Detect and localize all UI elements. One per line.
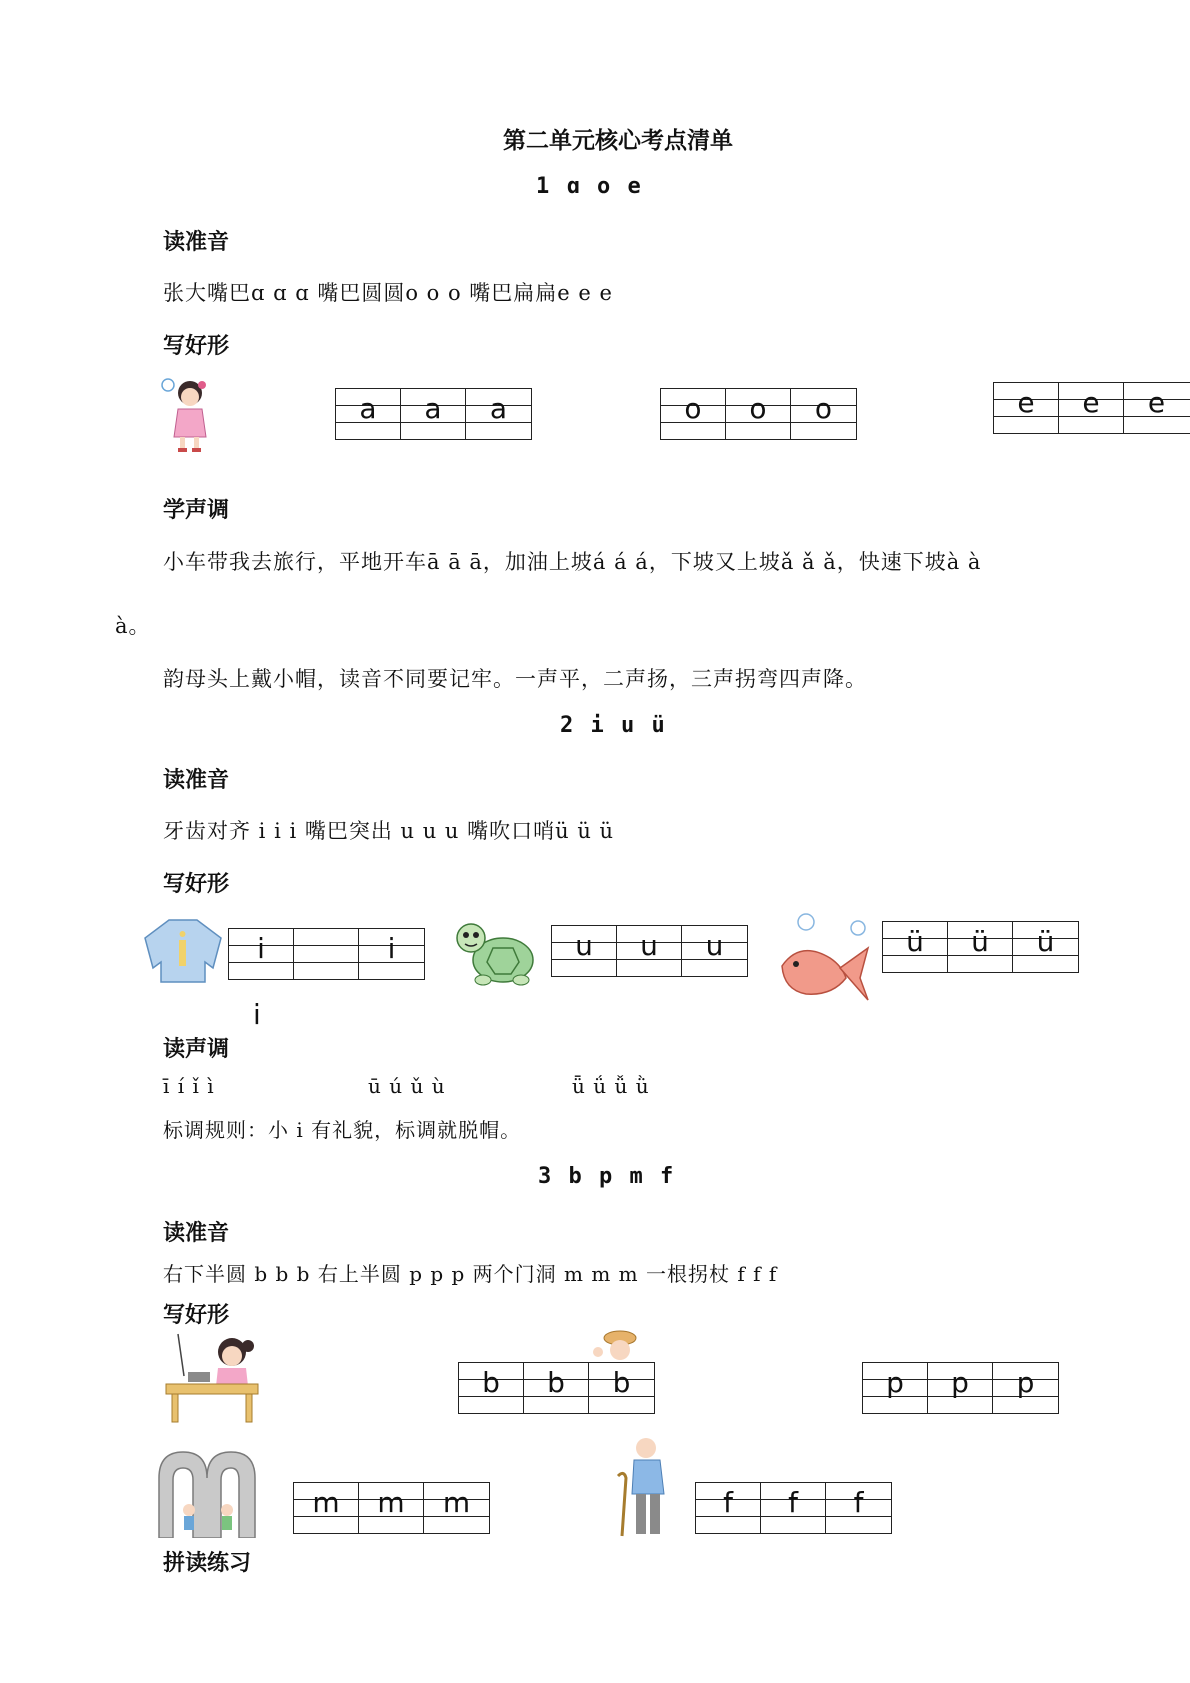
writing-grid-u <box>551 925 748 977</box>
writing-grid-a <box>335 388 532 440</box>
lesson-1-tone-title: 学声调 <box>163 497 230 523</box>
tone-group-i: ī í ǐ ì <box>163 1074 215 1098</box>
grid-letter: o <box>814 392 833 426</box>
writing-grid-f <box>695 1482 892 1534</box>
lesson-2-write-title: 写好形 <box>163 871 230 897</box>
lesson-2-tone-title: 读声调 <box>163 1036 230 1062</box>
grid-letter: ü <box>971 925 989 959</box>
grid-letter: a <box>359 392 377 426</box>
lesson-1-tone-line-2: à。 <box>115 614 151 638</box>
page-title: 第二单元核心考点清单 <box>503 127 733 154</box>
tone-group-u-umlaut: ǖ ǘ ǚ ǜ <box>572 1074 650 1098</box>
writing-grid-p <box>862 1362 1059 1414</box>
sweater-illustration <box>143 918 223 984</box>
grid-letter: o <box>749 392 767 426</box>
lesson-3-heading: 3 b p m f <box>538 1164 676 1189</box>
girl-illustration <box>158 375 218 455</box>
girl-at-desk-illustration <box>160 1332 264 1424</box>
grid-letter: i <box>257 932 265 966</box>
grid-letter: f <box>723 1486 733 1520</box>
lesson-1-tone-line-1: 小车带我去旅行，平地开车ā ā ā，加油上坡á á á，下坡又上坡ǎ ǎ ǎ，快速下坡à à <box>163 550 982 574</box>
grid-letter: m <box>312 1486 340 1520</box>
grid-letter: e <box>1082 386 1100 420</box>
lesson-2-read-title: 读准音 <box>163 767 230 793</box>
stray-letter-i: i <box>253 998 261 1031</box>
grid-letter: m <box>442 1486 471 1520</box>
lesson-1-read-title: 读准音 <box>163 229 230 255</box>
writing-grid-i <box>228 928 425 980</box>
grid-letter: u <box>575 929 593 963</box>
writing-grid-o <box>660 388 857 440</box>
grid-letter: u <box>705 929 724 963</box>
grid-letter: b <box>612 1366 631 1400</box>
boy-peeking-illustration <box>590 1328 640 1364</box>
grid-letter: o <box>684 392 702 426</box>
lesson-1-heading: 1 ɑ o e <box>536 174 643 199</box>
grid-letter: f <box>788 1486 798 1520</box>
grid-letter: e <box>1147 386 1166 420</box>
grid-letter: b <box>482 1366 500 1400</box>
old-man-with-cane-illustration <box>604 1436 674 1540</box>
double-arch-illustration <box>155 1448 261 1538</box>
grid-letter: p <box>951 1366 969 1400</box>
grid-letter: m <box>377 1486 405 1520</box>
grid-letter: b <box>547 1366 565 1400</box>
grid-letter: ü <box>906 925 924 959</box>
lesson-1-read-text: 张大嘴巴ɑ ɑ ɑ 嘴巴圆圆o o o 嘴巴扁扁e e e <box>163 281 613 305</box>
lesson-3-practice-title: 拼读练习 <box>163 1550 252 1576</box>
turtle-illustration <box>453 918 537 988</box>
writing-grid-u-umlaut <box>882 921 1079 973</box>
grid-letter: p <box>886 1366 904 1400</box>
grid-letter: p <box>1016 1366 1035 1400</box>
lesson-2-read-text: 牙齿对齐 i i i 嘴巴突出 u u u 嘴吹口哨ü ü ü <box>163 819 615 843</box>
grid-letter: a <box>489 392 508 426</box>
grid-letter: u <box>640 929 658 963</box>
grid-letter: e <box>1017 386 1035 420</box>
lesson-1-tone-line-3: 韵母头上戴小帽，读音不同要记牢。一声平，二声扬，三声拐弯四声降。 <box>163 667 867 691</box>
writing-grid-e <box>993 382 1190 434</box>
lesson-3-read-text: 右下半圆 b b b 右上半圆 p p p 两个门洞 m m m 一根拐杖 f f f <box>163 1262 778 1286</box>
lesson-3-write-title: 写好形 <box>163 1302 230 1328</box>
tone-group-u: ū ú ǔ ù <box>368 1074 446 1098</box>
grid-letter: f <box>853 1486 864 1520</box>
tone-rule: 标调规则：小 i 有礼貌，标调就脱帽。 <box>163 1118 522 1142</box>
lesson-1-write-title: 写好形 <box>163 333 230 359</box>
grid-letter: i <box>387 932 396 966</box>
writing-grid-b <box>458 1362 655 1414</box>
lesson-2-heading: 2 i u ü <box>560 713 667 738</box>
fish-illustration <box>776 908 872 1004</box>
grid-letter: ü <box>1036 925 1055 959</box>
writing-grid-m <box>293 1482 490 1534</box>
grid-letter: a <box>424 392 442 426</box>
lesson-3-read-title: 读准音 <box>163 1220 230 1246</box>
